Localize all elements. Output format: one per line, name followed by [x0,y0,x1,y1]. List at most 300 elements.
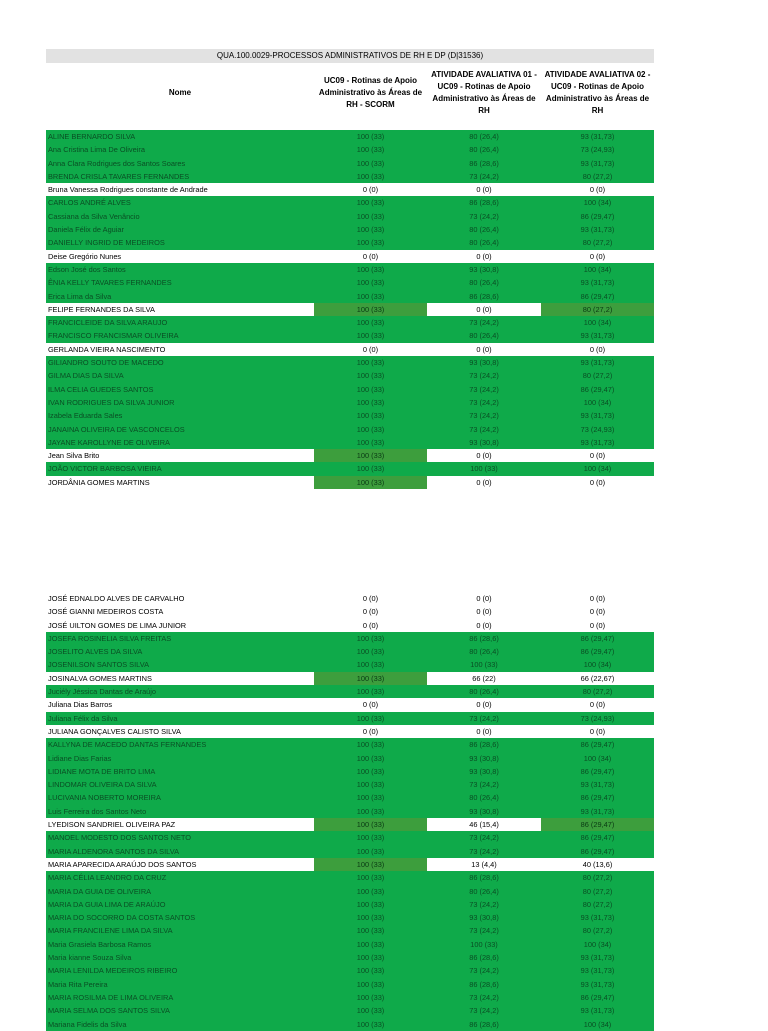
table-row [46,303,654,316]
uc09-scorm-cell: 0 (0) [362,251,379,261]
atividade-01-cell: 73 (24,2) [469,833,499,843]
table-row [46,738,654,751]
uc09-scorm-cell: 100 (33) [356,753,385,763]
table-row [46,938,654,951]
uc09-scorm-cell: 100 (33) [356,1006,385,1016]
uc09-scorm-cell: 100 (33) [356,331,385,341]
student-name-cell: MARIA SELMA DOS SANTOS SILVA [48,1006,170,1016]
table-row [46,183,654,196]
uc09-scorm-cell: 100 (33) [356,437,385,447]
atividade-01-cell: 66 (22) [472,673,496,683]
atividade-01-cell: 100 (33) [470,464,498,474]
atividade-01-cell: 86 (28,6) [469,979,499,989]
uc09-scorm-cell: 0 (0) [362,607,379,617]
table-row [46,845,654,858]
student-name-cell: MARIA ROSILMA DE LIMA OLIVEIRA [48,992,174,1002]
atividade-01-cell: 73 (24,2) [469,424,499,434]
table-row [46,871,654,884]
uc09-scorm-cell: 100 (33) [356,384,385,394]
atividade-01-cell: 0 (0) [476,304,492,314]
uc09-scorm-cell: 0 (0) [362,344,379,354]
student-name-cell: GERLANDA VIEIRA NASCIMENTO [48,344,166,354]
student-name-cell: JULIANA GONÇALVES CALISTO SILVA [48,726,181,736]
table-row [46,632,654,645]
uc09-scorm-cell: 100 (33) [314,672,427,685]
uc09-scorm-cell: 100 (33) [356,264,385,274]
table-row [46,329,654,342]
uc09-scorm-cell: 100 (33) [356,132,385,141]
table-row [46,645,654,658]
atividade-01-cell: 0 (0) [476,726,492,736]
student-name-cell: Maria Rita Pereira [48,979,108,989]
uc09-scorm-cell: 100 (33) [356,992,385,1002]
uc09-scorm-cell: 100 (33) [356,873,385,883]
student-name-cell: GILMA DIAS DA SILVA [48,371,124,381]
atividade-02-cell: 86 (29,47) [580,793,615,803]
student-name-cell: FRANCICLEIDE DA SILVA ARAUJO [48,318,168,328]
grade-sheet-page-2 [46,592,654,1031]
student-name-cell: JOSENILSON SANTOS SILVA [48,660,150,670]
uc09-scorm-cell: 100 (33) [356,358,385,368]
atividade-01-cell: 86 (28,6) [469,873,499,883]
uc09-scorm-cell: 100 (33) [314,476,427,489]
atividade-01-cell: 80 (26,4) [469,886,499,896]
uc09-scorm-cell: 0 (0) [362,700,379,710]
uc09-scorm-cell: 100 (33) [314,858,427,871]
table-row [46,805,654,818]
table-row [46,778,654,791]
atividade-02-cell: 93 (31,73) [580,158,615,168]
atividade-01-cell: 73 (24,2) [469,211,499,221]
atividade-01-cell: 0 (0) [476,594,492,603]
atividade-01-cell: 86 (28,6) [469,740,499,750]
uc09-scorm-cell: 100 (33) [356,939,385,949]
student-name-cell: MARIA CÉLIA LEANDRO DA CRUZ [48,873,167,883]
table-row [46,1018,654,1031]
atividade-02-cell: 73 (24,93) [580,145,615,155]
atividade-01-cell: 86 (28,6) [469,1019,499,1029]
student-name-cell: ILMA CELIA GUEDES SANTOS [48,384,154,394]
student-name-cell: Edson José dos Santos [48,264,126,274]
atividade-01-cell: 73 (24,2) [469,899,499,909]
atividade-02-cell: 80 (27,2) [582,886,613,896]
atividade-01-cell: 93 (30,8) [469,913,499,923]
table-header [46,63,654,123]
atividade-01-cell: 80 (26,4) [469,145,499,155]
table-row [46,143,654,156]
student-name-cell: Izabela Eduarda Sales [48,411,123,421]
table-row [46,924,654,937]
table-row [46,263,654,276]
uc09-scorm-cell: 100 (33) [356,899,385,909]
atividade-02-cell: 0 (0) [589,594,606,603]
student-name-cell: Bruna Vanessa Rodrigues constante de Andrade [48,185,208,195]
student-name-cell: Lidiane Dias Farias [48,753,112,763]
atividade-01-cell: 93 (30,8) [469,264,499,274]
atividade-02-cell: 73 (24,93) [580,424,615,434]
atividade-01-cell: 73 (24,2) [469,713,499,723]
atividade-02-cell: 86 (29,47) [580,291,615,301]
atividade-01-cell: 0 (0) [476,620,492,630]
uc09-scorm-cell: 100 (33) [356,278,385,288]
table-row [46,409,654,422]
atividade-01-cell: 73 (24,2) [469,966,499,976]
uc09-scorm-cell: 100 (33) [356,371,385,381]
atividade-02-cell: 80 (27,2) [582,926,613,936]
student-name-cell: MARIA DA GUIA DE OLIVEIRA [48,886,152,896]
uc09-scorm-cell: 100 (33) [356,966,385,976]
table-row [46,343,654,356]
student-name-cell: DANIELLY INGRID DE MEDEIROS [48,238,165,248]
header-uc09-scorm: UC09 - Rotinas de Apoio Administrativo às Áreas de RH - SCORM [318,76,423,109]
student-name-cell: JOÃO VICTOR BARBOSA VIEIRA [48,464,162,474]
atividade-02-cell: 0 (0) [589,251,606,261]
uc09-scorm-cell: 100 (33) [356,846,385,856]
table-row [46,964,654,977]
atividade-02-cell: 100 (34) [583,397,612,407]
atividade-01-cell: 93 (30,8) [469,806,499,816]
table-row [46,236,654,249]
table-row [46,951,654,964]
atividade-02-cell: 80 (27,2) [582,873,613,883]
atividade-02-cell: 93 (31,73) [580,913,615,923]
atividade-02-cell: 86 (29,47) [541,818,654,831]
atividade-01-cell: 80 (26,4) [469,225,499,235]
atividade-01-cell: 13 (4,4) [471,859,497,869]
atividade-02-cell: 86 (29,47) [580,384,615,394]
uc09-scorm-cell: 100 (33) [356,211,385,221]
atividade-02-cell: 80 (27,2) [582,171,613,181]
table-row [46,130,654,143]
table-row [46,752,654,765]
student-name-cell: LINDOMAR OLIVEIRA DA SILVA [48,780,157,790]
atividade-02-cell: 93 (31,73) [580,411,615,421]
atividade-01-cell: 100 (33) [470,939,498,949]
atividade-02-cell: 93 (31,73) [580,132,615,141]
table-row [46,290,654,303]
table-row [46,685,654,698]
table-row [46,423,654,436]
atividade-02-cell: 93 (31,73) [580,953,615,963]
table-row [46,765,654,778]
table-row [46,436,654,449]
uc09-scorm-cell: 100 (33) [356,780,385,790]
atividade-02-cell: 100 (34) [583,753,612,763]
table-row [46,725,654,738]
student-name-cell: Ana Cristina Lima De Oliveira [48,145,145,155]
atividade-01-cell: 93 (30,8) [469,766,499,776]
uc09-scorm-cell: 100 (33) [356,806,385,816]
table-row [46,449,654,462]
atividade-02-cell: 86 (29,47) [580,647,615,657]
student-name-cell: JORDÂNIA GOMES MARTINS [48,477,150,487]
uc09-scorm-cell: 100 (33) [356,687,385,697]
student-name-cell: MARIA LENILDA MEDEIROS RIBEIRO [48,966,178,976]
uc09-scorm-cell: 100 (33) [356,225,385,235]
atividade-02-cell: 86 (29,47) [580,766,615,776]
table-row [46,885,654,898]
student-name-cell: KALLYNA DE MACEDO DANTAS FERNANDES [48,740,207,750]
student-name-cell: Daniela Félix de Aguiar [48,225,125,235]
atividade-01-cell: 73 (24,2) [469,411,499,421]
uc09-scorm-cell: 100 (33) [356,158,385,168]
student-name-cell: MARIA FRANCILENE LIMA DA SILVA [48,926,173,936]
atividade-02-cell: 86 (29,47) [580,211,615,221]
atividade-01-cell: 73 (24,2) [469,992,499,1002]
student-name-cell: Luis Ferreira dos Santos Neto [48,806,147,816]
table-row [46,196,654,209]
table-row [46,383,654,396]
atividade-02-cell: 100 (34) [583,464,612,474]
atividade-02-cell: 86 (29,47) [580,846,615,856]
atividade-01-cell: 86 (28,6) [469,198,499,208]
uc09-scorm-cell: 100 (33) [356,145,385,155]
student-name-cell: Juliana Dias Barros [48,700,113,710]
student-name-cell: JOSEFA ROSINELIA SILVA FREITAS [48,633,172,643]
uc09-scorm-cell: 100 (33) [356,886,385,896]
student-name-cell: Maria kianne Souza Silva [48,953,132,963]
atividade-01-cell: 73 (24,2) [469,371,499,381]
atividade-02-cell: 100 (34) [583,198,612,208]
atividade-02-cell: 80 (27,2) [541,303,654,316]
uc09-scorm-cell: 100 (33) [356,424,385,434]
uc09-scorm-cell: 100 (33) [314,449,427,462]
uc09-scorm-cell: 0 (0) [362,594,379,603]
atividade-02-cell: 0 (0) [589,185,606,195]
table-row [46,831,654,844]
table-row [46,619,654,632]
atividade-02-cell: 100 (34) [583,1019,612,1029]
uc09-scorm-cell: 100 (33) [356,1019,385,1029]
table-row [46,316,654,329]
table-row [46,991,654,1004]
student-name-cell: MARIA APARECIDA ARAÚJO DOS SANTOS [48,859,197,869]
atividade-01-cell: 73 (24,2) [469,397,499,407]
atividade-02-cell: 100 (34) [583,318,612,328]
student-name-cell: Anna Clara Rodrigues dos Santos Soares [48,158,186,168]
uc09-scorm-cell: 100 (33) [314,303,427,316]
atividade-01-cell: 73 (24,2) [469,780,499,790]
student-name-cell: Jean Silva Brito [48,451,100,461]
uc09-scorm-cell: 100 (33) [356,953,385,963]
atividade-01-cell: 73 (24,2) [469,318,499,328]
uc09-scorm-cell: 0 (0) [362,726,379,736]
atividade-01-cell: 93 (30,8) [469,437,499,447]
atividade-01-cell: 0 (0) [476,477,492,487]
atividade-01-cell: 80 (26,4) [469,238,499,248]
table-row [46,698,654,711]
atividade-01-cell: 86 (28,6) [469,291,499,301]
table-row [46,658,654,671]
atividade-02-cell: 73 (24,93) [580,713,615,723]
sheet-title: QUA.100.0029-PROCESSOS ADMINISTRATIVOS DE RH E DP (D|31536) [46,49,654,63]
uc09-scorm-cell: 100 (33) [356,833,385,843]
atividade-01-cell: 80 (26,4) [469,647,499,657]
student-name-cell: JAYANE KAROLLYNE DE OLIVEIRA [48,437,170,447]
atividade-02-cell: 86 (29,47) [580,833,615,843]
table-row [46,210,654,223]
atividade-01-cell: 0 (0) [476,451,492,461]
atividade-02-cell: 93 (31,73) [580,278,615,288]
student-name-cell: CARLOS ANDRÉ ALVES [48,198,131,208]
student-name-cell: MANOEL MODESTO DOS SANTOS NETO [48,833,192,843]
atividade-02-cell: 80 (27,2) [582,687,613,697]
header-atividade-01: ATIVIDADE AVALIATIVA 01 - UC09 - Rotinas de Apoio Administrativo às Áreas de RH [431,70,537,115]
uc09-scorm-cell: 100 (33) [356,660,385,670]
uc09-scorm-cell: 100 (33) [356,464,385,474]
atividade-02-cell: 86 (29,47) [580,992,615,1002]
uc09-scorm-cell: 100 (33) [356,411,385,421]
uc09-scorm-cell: 100 (33) [356,198,385,208]
table-row [46,712,654,725]
table-row [46,396,654,409]
atividade-01-cell: 73 (24,2) [469,171,499,181]
table-row [46,978,654,991]
atividade-02-cell: 40 (13,6) [582,859,613,869]
atividade-01-cell: 93 (30,8) [469,358,499,368]
table-row [46,369,654,382]
student-name-cell: LUCIVANIA NOBERTO MOREIRA [48,793,161,803]
atividade-02-cell: 93 (31,73) [580,331,615,341]
header-atividade-02: ATIVIDADE AVALIATIVA 02 - UC09 - Rotinas de Apoio Administrativo às Áreas de RH [544,70,651,115]
student-name-cell: IVAN RODRIGUES DA SILVA JUNIOR [48,397,175,407]
atividade-02-cell: 0 (0) [589,700,606,710]
uc09-scorm-cell: 100 (33) [356,633,385,643]
atividade-02-cell: 0 (0) [589,620,606,630]
table-row [46,170,654,183]
atividade-02-cell: 100 (34) [583,264,612,274]
atividade-01-cell: 80 (26,4) [469,331,499,341]
student-name-cell: MARIA DO SOCORRO DA COSTA SANTOS [48,913,196,923]
atividade-01-cell: 73 (24,2) [469,926,499,936]
table-body-page-1 [46,130,654,489]
atividade-02-cell: 100 (34) [583,939,612,949]
uc09-scorm-cell: 100 (33) [356,740,385,750]
table-row [46,672,654,685]
student-name-cell: LIDIANE MOTA DE BRITO LIMA [48,766,156,776]
student-name-cell: Cassiana da Silva Venâncio [48,211,140,221]
uc09-scorm-cell: 100 (33) [356,397,385,407]
student-name-cell: FRANCISCO FRANCISMAR OLIVEIRA [48,331,179,341]
uc09-scorm-cell: 100 (33) [356,171,385,181]
table-row [46,605,654,618]
atividade-02-cell: 80 (27,2) [582,371,613,381]
atividade-02-cell: 93 (31,73) [580,979,615,989]
grade-sheet-page-1 [46,49,654,489]
uc09-scorm-cell: 100 (33) [356,793,385,803]
atividade-02-cell: 93 (31,73) [580,1006,615,1016]
uc09-scorm-cell: 100 (33) [356,926,385,936]
atividade-01-cell: 86 (28,6) [469,633,499,643]
table-row [46,476,654,489]
uc09-scorm-cell: 100 (33) [314,818,427,831]
atividade-01-cell: 73 (24,2) [469,846,499,856]
atividade-01-cell: 80 (26,4) [469,278,499,288]
atividade-01-cell: 80 (26,4) [469,793,499,803]
atividade-02-cell: 93 (31,73) [580,806,615,816]
atividade-01-cell: 46 (15,4) [469,820,499,830]
atividade-01-cell: 0 (0) [476,344,492,354]
atividade-01-cell: 93 (30,8) [469,753,499,763]
atividade-02-cell: 93 (31,73) [580,225,615,235]
atividade-02-cell: 0 (0) [589,726,606,736]
uc09-scorm-cell: 0 (0) [362,620,379,630]
atividade-02-cell: 93 (31,73) [580,437,615,447]
atividade-02-cell: 93 (31,73) [580,358,615,368]
student-name-cell: BRENDA CRISLA TAVARES FERNANDES [48,171,190,181]
student-name-cell: Erica Lima da Silva [48,291,112,301]
student-name-cell: ALINE BERNARDO SILVA [48,132,136,141]
table-row [46,818,654,831]
table-row [46,250,654,263]
student-name-cell: Maria Grasiela Barbosa Ramos [48,939,152,949]
atividade-01-cell: 73 (24,2) [469,384,499,394]
student-name-cell: MARIA DA GUIA LIMA DE ARAÚJO [48,899,166,909]
table-row [46,223,654,236]
atividade-02-cell: 86 (29,47) [580,633,615,643]
student-name-cell: Deise Gregório Nunes [48,251,122,261]
student-name-cell: ÊNIA KELLY TAVARES FERNANDES [48,278,172,288]
student-name-cell: Mariana Fidelis da Silva [48,1019,127,1029]
uc09-scorm-cell: 100 (33) [356,913,385,923]
atividade-01-cell: 80 (26,4) [469,132,499,141]
atividade-02-cell: 0 (0) [589,477,606,487]
atividade-01-cell: 0 (0) [476,251,492,261]
atividade-01-cell: 0 (0) [476,607,492,617]
table-row [46,592,654,605]
atividade-01-cell: 80 (26,4) [469,687,499,697]
table-row [46,157,654,170]
atividade-02-cell: 100 (34) [583,660,612,670]
table-row [46,911,654,924]
student-name-cell: Juciély Jéssica Dantas de Araújo [48,687,157,697]
student-name-cell: JANAINA OLIVEIRA DE VASCONCELOS [48,424,185,434]
uc09-scorm-cell: 100 (33) [356,979,385,989]
table-row [46,276,654,289]
atividade-01-cell: 86 (28,6) [469,158,499,168]
uc09-scorm-cell: 0 (0) [362,185,379,195]
table-body-page-2 [46,592,654,1031]
table-row [46,858,654,871]
student-name-cell: JOSINALVA GOMES MARTINS [48,673,152,683]
uc09-scorm-cell: 100 (33) [356,713,385,723]
uc09-scorm-cell: 100 (33) [356,766,385,776]
atividade-02-cell: 80 (27,2) [582,899,613,909]
uc09-scorm-cell: 100 (33) [356,647,385,657]
atividade-02-cell: 0 (0) [589,344,606,354]
table-row [46,898,654,911]
student-name-cell: JOSÉ EDNALDO ALVES DE CARVALHO [48,594,185,603]
table-row [46,1004,654,1017]
table-row [46,356,654,369]
uc09-scorm-cell: 100 (33) [356,318,385,328]
atividade-01-cell: 86 (28,6) [469,953,499,963]
atividade-02-cell: 66 (22,67) [580,673,615,683]
student-name-cell: JOSELITO ALVES DA SILVA [48,647,143,657]
student-name-cell: Juliana Félix da Silva [48,713,118,723]
atividade-01-cell: 100 (33) [470,660,498,670]
atividade-01-cell: 0 (0) [476,185,492,195]
student-name-cell: LYEDISON SANDRIEL OLIVEIRA PAZ [48,820,176,830]
atividade-02-cell: 86 (29,47) [580,740,615,750]
uc09-scorm-cell: 100 (33) [356,291,385,301]
table-row [46,791,654,804]
header-name: Nome [168,88,192,97]
student-name-cell: JOSÉ UILTON GOMES DE LIMA JUNIOR [48,620,187,630]
student-name-cell: FELIPE FERNANDES DA SILVA [48,304,155,314]
atividade-01-cell: 73 (24,2) [469,1006,499,1016]
atividade-02-cell: 80 (27,2) [582,238,613,248]
